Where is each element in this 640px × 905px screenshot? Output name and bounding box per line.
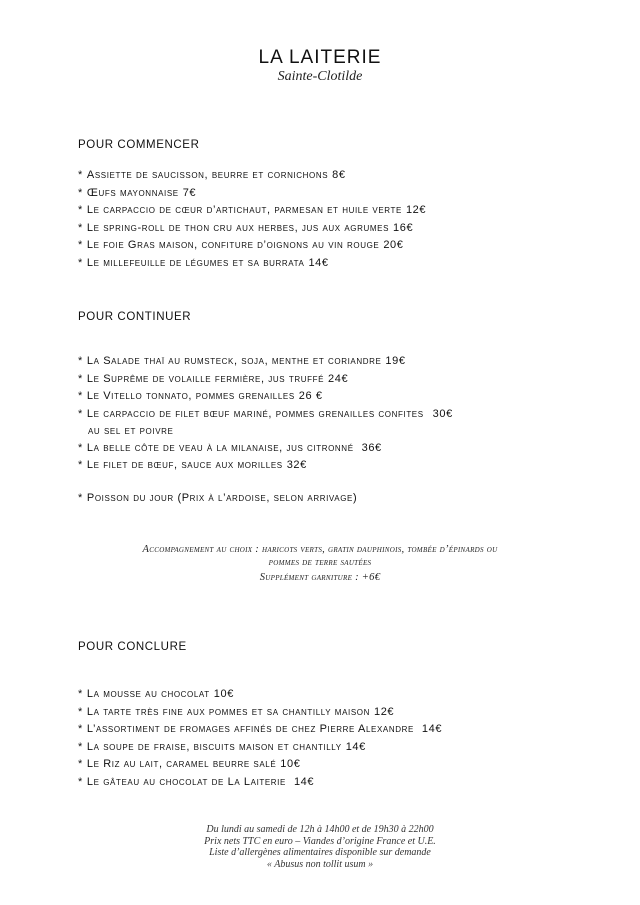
menu-item-text: Le Riz au lait, caramel beurre salé xyxy=(86,758,277,771)
menu-item-price: 24€ xyxy=(328,372,349,385)
menu-item-text: Le Vitello tonnato, pommes grenailles xyxy=(86,390,295,403)
bullet-star: * xyxy=(78,239,83,252)
section-heading-mains: POUR CONTINUER xyxy=(78,311,192,323)
menu-item xyxy=(78,353,558,371)
bullet-star: * xyxy=(78,775,83,788)
menu-item-price: 8€ xyxy=(332,169,346,181)
bullet-star: * xyxy=(78,186,83,199)
opening-hours: Du lundi au samedi de 12h à 14h00 et de 19h30 à 22h00 xyxy=(206,824,434,835)
menu-item-price: 26 € xyxy=(298,390,323,403)
motto: « Abusus non tollit usum » xyxy=(266,858,374,870)
menu-item-price: 19€ xyxy=(385,355,406,367)
bullet-star: * xyxy=(78,355,83,367)
menu-item-price: 12€ xyxy=(405,204,427,217)
menu-item xyxy=(78,686,558,704)
menu-item-text: Le gâteau au chocolat de La Laiterie xyxy=(86,775,286,788)
starters-list xyxy=(78,167,558,273)
menu-item-text: La Salade thaï au rumsteck, soja, menthe et coriandre xyxy=(86,355,382,367)
menu-item xyxy=(78,220,558,238)
fish-of-day-list xyxy=(78,490,558,508)
menu-item-price: 14€ xyxy=(293,775,315,788)
menu-item-text-continuation: au sel et poivre xyxy=(88,424,174,437)
menu-item-text: Assiette de saucisson, beurre et cornichons xyxy=(86,169,329,181)
accompaniment-text: Accompagnement au choix : haricots verts, gratin dauphinois, tombée d’épinards ou xyxy=(142,544,498,555)
menu-item xyxy=(78,490,558,508)
menu-item-price: 14€ xyxy=(345,740,366,753)
bullet-star: * xyxy=(78,204,83,217)
menu-item xyxy=(78,167,558,185)
bullet-star: * xyxy=(78,256,83,269)
menu-item xyxy=(78,721,558,739)
bullet-star: * xyxy=(78,740,83,753)
mains-list xyxy=(78,353,558,475)
allergen-info: Liste d’allergènes alimentaires disponible sur demande xyxy=(209,847,431,858)
bullet-star: * xyxy=(78,459,83,472)
bullet-star: * xyxy=(78,705,83,718)
menu-item xyxy=(78,406,558,440)
menu-item xyxy=(78,739,558,757)
bullet-star: * xyxy=(78,723,83,736)
menu-item xyxy=(78,202,558,220)
bullet-star: * xyxy=(78,390,83,403)
desserts-list xyxy=(78,686,558,792)
restaurant-location: Sainte-Clotilde xyxy=(277,69,363,84)
menu-item xyxy=(78,237,558,255)
menu-item-price: 36€ xyxy=(361,441,382,454)
menu-item xyxy=(78,774,558,792)
bullet-star: * xyxy=(78,372,83,385)
bullet-star: * xyxy=(78,441,83,454)
section-heading-starters: POUR COMMENCER xyxy=(78,139,200,151)
bullet-star: * xyxy=(78,221,83,234)
menu-item-price: 14€ xyxy=(308,256,329,269)
bullet-star: * xyxy=(78,492,83,504)
bullet-star: * xyxy=(78,688,83,700)
menu-item xyxy=(78,185,558,203)
menu-item xyxy=(78,440,558,458)
menu-item-price: 32€ xyxy=(286,459,307,472)
accompaniment-text-line2: pommes de terre sautées xyxy=(268,556,372,568)
menu-item xyxy=(78,388,558,406)
bullet-star: * xyxy=(78,169,83,181)
menu-item-price: 10€ xyxy=(213,688,234,700)
price-info: Prix nets TTC en euro – Viandes d’origine France et U.E. xyxy=(204,835,436,847)
menu-item xyxy=(78,371,558,389)
menu-item-text: Le Suprême de volaille fermière, jus truffé xyxy=(86,372,325,385)
restaurant-name: LA LAITERIE xyxy=(258,47,382,68)
menu-item-text: La mousse au chocolat xyxy=(86,688,210,700)
menu-item-text: Le carpaccio de cœur d’artichaut, parmesan et huile verte xyxy=(86,204,402,217)
menu-item-text: Le filet de bœuf, sauce aux morilles xyxy=(86,459,283,472)
menu-item xyxy=(78,457,558,475)
bullet-star: * xyxy=(78,407,83,420)
menu-item-text: Le foie Gras maison, confiture d’oignons au vin rouge xyxy=(86,239,380,252)
menu-item-text: La soupe de fraise, biscuits maison et chantilly xyxy=(86,740,342,753)
menu-item-text: Œufs mayonnaise xyxy=(86,186,179,199)
bullet-star: * xyxy=(78,758,83,771)
menu-item-price: 7€ xyxy=(182,186,197,199)
menu-item-price: 30€ xyxy=(432,407,453,420)
menu-item-text: La belle côte de veau à la milanaise, jus citronné xyxy=(86,441,354,454)
menu-item-text: Poisson du jour (Prix à l’ardoise, selon arrivage) xyxy=(86,492,358,504)
menu-item-price: 14€ xyxy=(421,723,443,736)
side-supplement: Supplément garniture : +6€ xyxy=(259,572,381,583)
menu-item-price: 10€ xyxy=(280,758,301,771)
section-heading-desserts: POUR CONCLURE xyxy=(78,641,187,653)
menu-item xyxy=(78,255,558,273)
menu-item-text: L’assortiment de fromages affinés de chez Pierre Alexandre xyxy=(86,723,414,736)
menu-item-price: 16€ xyxy=(393,221,414,234)
menu-item-text: La tarte très fine aux pommes et sa chantilly maison xyxy=(86,705,370,718)
menu-item-text: Le millefeuille de légumes et sa burrata xyxy=(86,256,305,269)
menu-item-text: Le carpaccio de filet bœuf mariné, pommes grenailles confites xyxy=(86,407,424,420)
menu-item-price: 12€ xyxy=(373,705,395,718)
footer-info xyxy=(0,824,640,870)
menu-item xyxy=(78,756,558,774)
menu-item-price: 20€ xyxy=(383,239,404,252)
accompaniment-notes xyxy=(0,544,640,585)
menu-item-text: Le spring-roll de thon cru aux herbes, jus aux agrumes xyxy=(86,221,390,234)
menu-item xyxy=(78,704,558,722)
